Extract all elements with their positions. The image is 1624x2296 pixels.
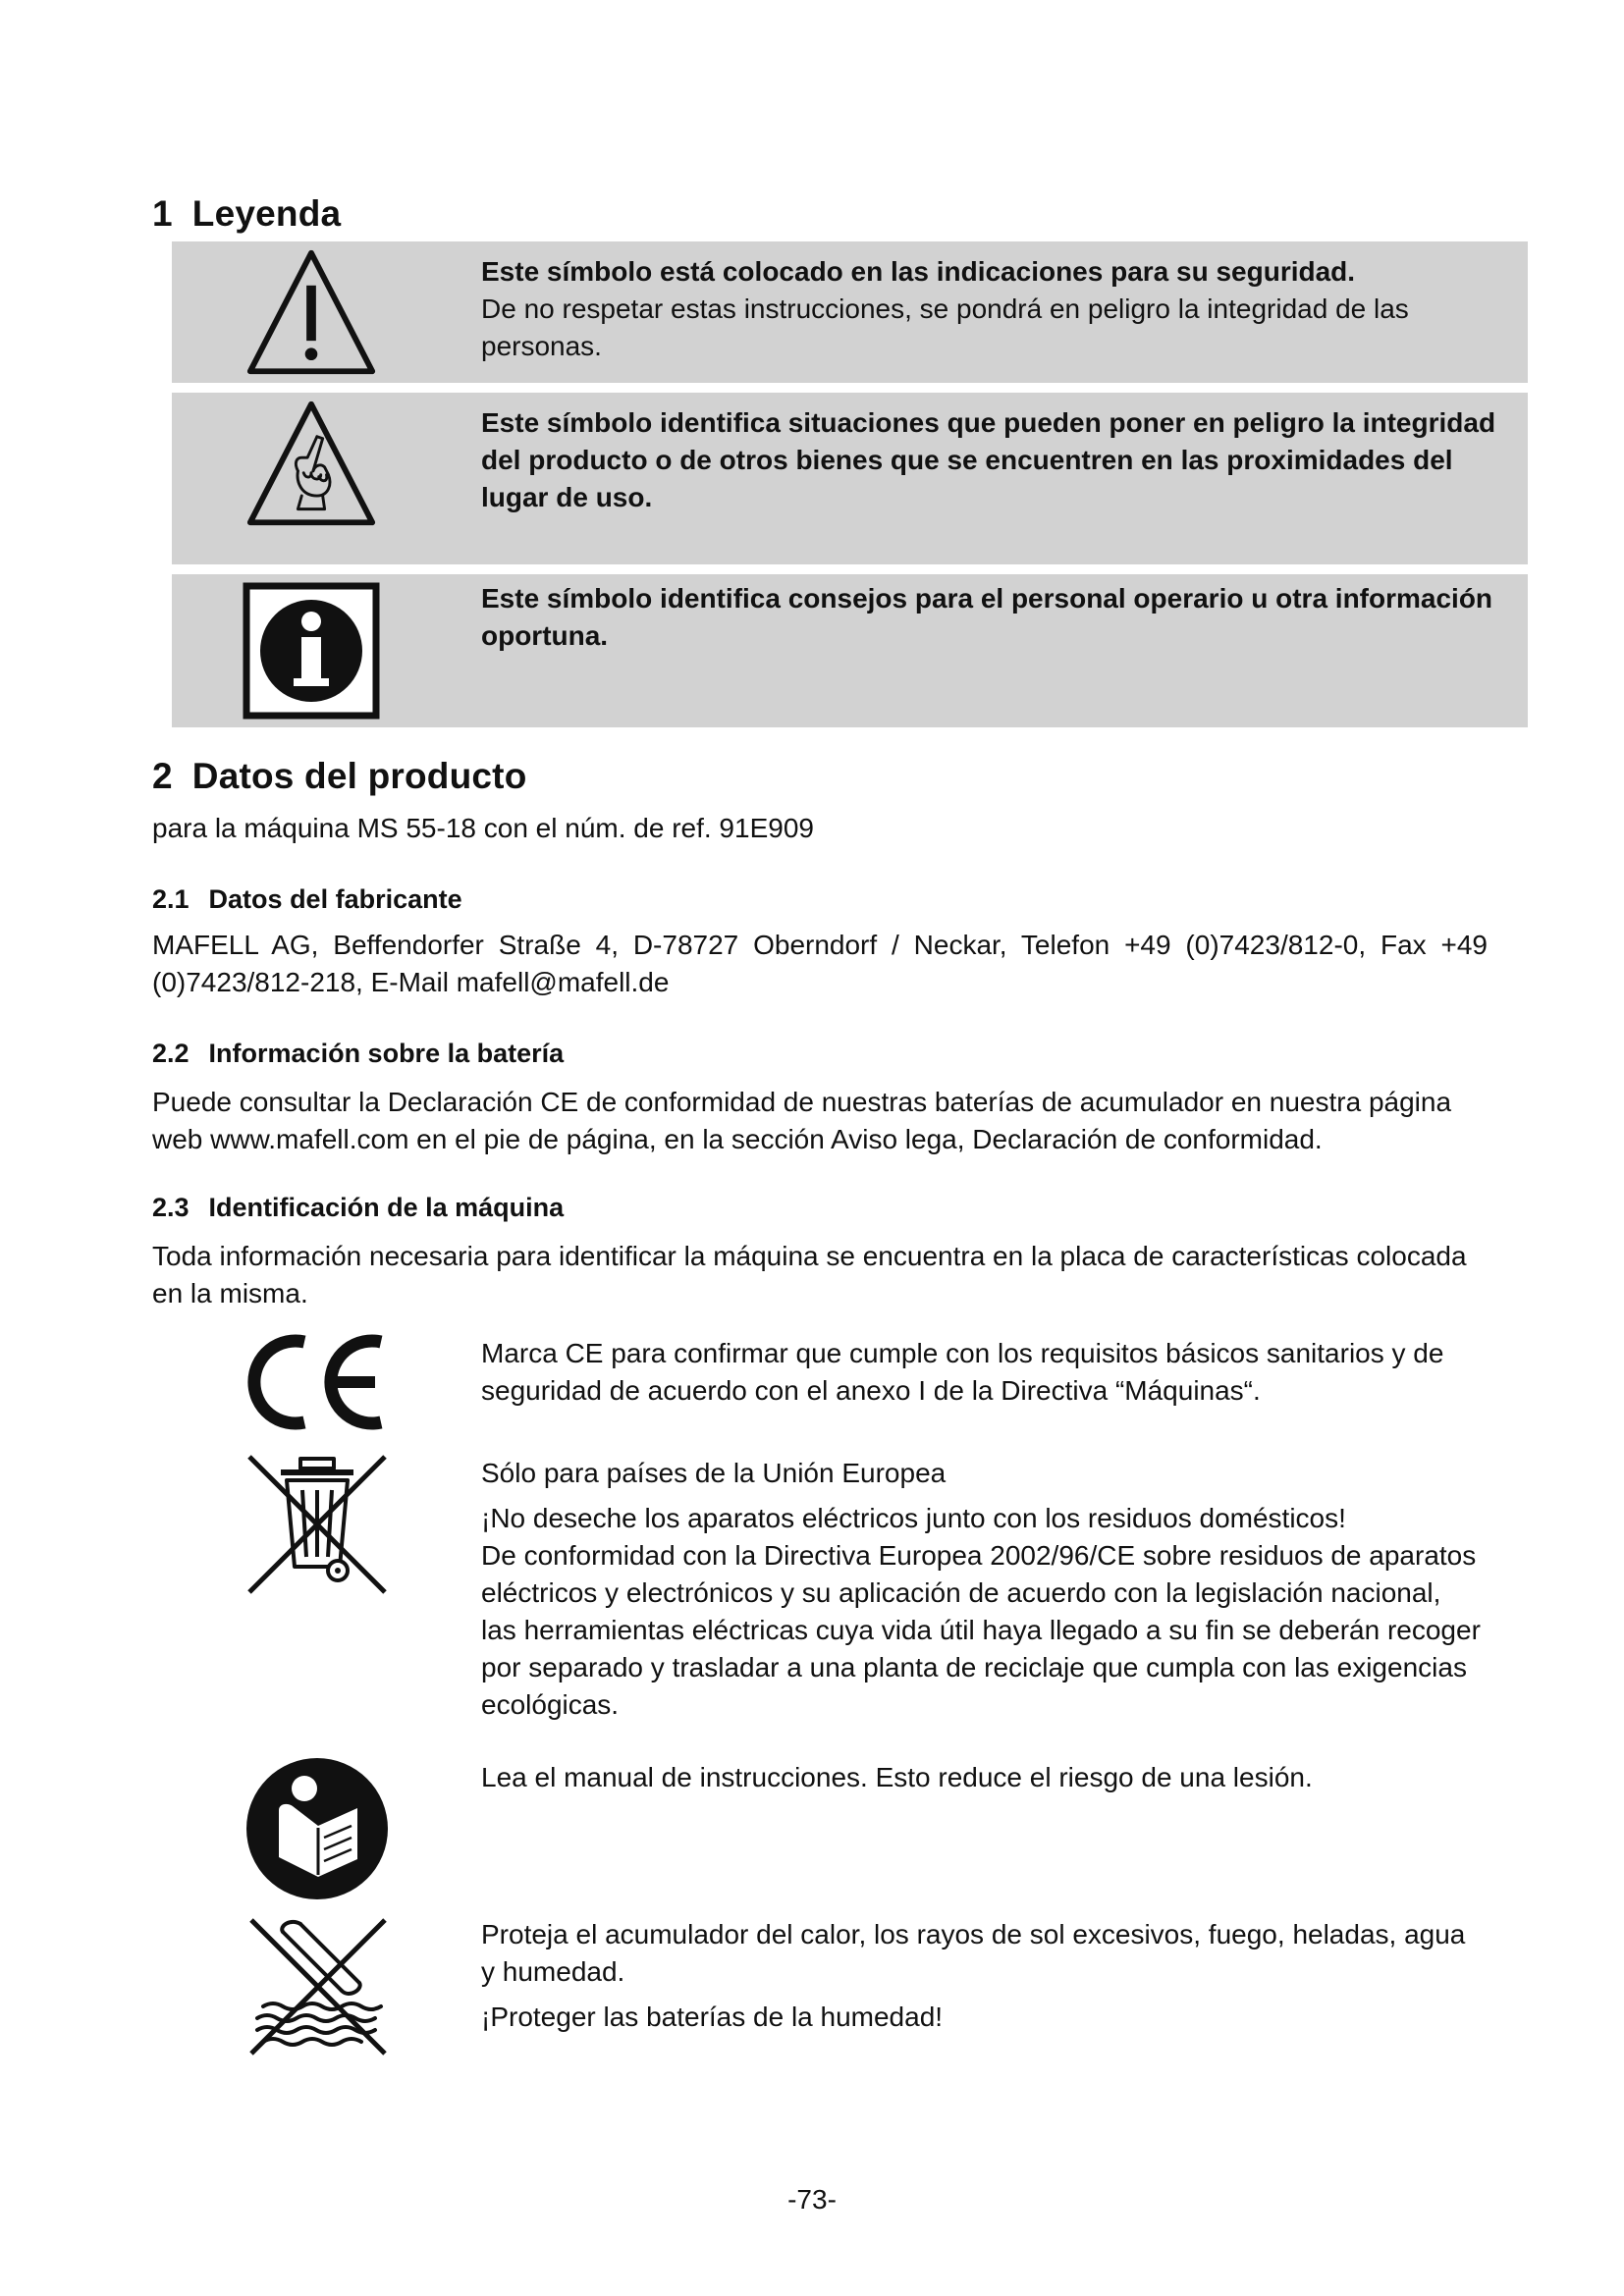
subsection-2-2-heading — [152, 1039, 564, 1069]
machine-identification-text: Toda información necesaria para identificar la máquina se encuentra en la placa de características colocada en la misma. — [152, 1241, 1467, 1308]
weee-text-block — [481, 1455, 1483, 1724]
legend-row-safety-text — [481, 253, 1507, 365]
section-2-title: Datos del producto — [191, 756, 527, 796]
crossed-bin-icon — [244, 1451, 391, 1598]
subsection-2-1-number: 2.1 — [152, 884, 189, 914]
legend-row-info-bold: Este símbolo identifica consejos para el personal operario u otra información oportuna. — [481, 583, 1493, 651]
weee-line-3: De conformidad con la Directiva Europea 2002/96/CE sobre residuos de aparatos eléctricos y electrónicos y su aplicación de acuerdo con la legislación nacional, las herramientas eléctricas cuya vida útil haya llegado a su fin se deberán recoger por separado y trasladar a una planta de reciclaje que cumpla con las exigencias ecológicas. — [481, 1540, 1481, 1720]
subsection-2-1-heading — [152, 884, 462, 915]
section-2-number: 2 — [152, 756, 173, 796]
weee-line-1: Sólo para países de la Unión Europea — [481, 1458, 947, 1488]
battery-protect-line-2: ¡Proteger las baterías de la humedad! — [481, 2002, 944, 2032]
warning-triangle-icon — [243, 245, 380, 379]
legend-row-safety-bold: Este símbolo está colocado en las indicaciones para su seguridad. — [481, 256, 1356, 287]
ce-mark-icon — [244, 1327, 391, 1437]
protect-battery-from-water-icon — [244, 1912, 391, 2059]
section-1-heading — [152, 193, 341, 235]
weee-line-2: ¡No deseche los aparatos eléctricos junto con los residuos domésticos! — [481, 1503, 1346, 1533]
info-icon — [243, 582, 380, 720]
subsection-2-2-title: Información sobre la batería — [208, 1039, 565, 1068]
hand-warning-triangle-icon — [243, 397, 380, 530]
subsection-2-2-number: 2.2 — [152, 1039, 189, 1068]
section-1-title: Leyenda — [191, 193, 342, 234]
manual-text-block — [481, 1759, 1483, 1796]
legend-row-info-text — [481, 580, 1507, 655]
battery-protect-line-1: Proteja el acumulador del calor, los rayos de sol excesivos, fuego, heladas, agua y humedad. — [481, 1919, 1466, 1987]
battery-protect-text-block — [481, 1916, 1483, 2036]
legend-row-property-text — [481, 404, 1507, 516]
section-2-heading — [152, 756, 527, 797]
manufacturer-text: MAFELL AG, Beffendorfer Straße 4, D-78727 Oberndorf / Neckar, Telefon +49 (0)7423/812-0, Fax +49 (0)7423/812-218, E-Mail mafell@mafell.de — [152, 930, 1488, 997]
ce-text: Marca CE para confirmar que cumple con los requisitos básicos sanitarios y de seguridad de acuerdo con el anexo I de la Directiva “Máquinas“. — [481, 1338, 1444, 1406]
manual-text: Lea el manual de instrucciones. Esto reduce el riesgo de una lesión. — [481, 1762, 1313, 1792]
subsection-2-3-number: 2.3 — [152, 1193, 189, 1222]
legend-row-info — [172, 574, 1528, 727]
legend-row-safety-normal: De no respetar estas instrucciones, se pondrá en peligro la integridad de las personas. — [481, 294, 1409, 361]
legend-row-safety — [172, 241, 1528, 383]
subsection-2-1-title: Datos del fabricante — [208, 884, 462, 914]
ce-text-block — [481, 1335, 1483, 1410]
legend-row-property-bold: Este símbolo identifica situaciones que pueden poner en peligro la integridad del producto o de otros bienes que se encuentren en las proximidades del lugar de uso. — [481, 407, 1496, 512]
subsection-2-3-title: Identificación de la máquina — [208, 1193, 565, 1222]
read-manual-icon — [244, 1755, 391, 1902]
subsection-2-3-heading — [152, 1193, 564, 1223]
section-1-number: 1 — [152, 193, 173, 234]
page-number: -73- — [787, 2184, 837, 2215]
section-2-intro: para la máquina MS 55-18 con el núm. de ref. 91E909 — [152, 813, 814, 843]
legend-row-property — [172, 393, 1528, 564]
battery-info-text: Puede consultar la Declaración CE de conformidad de nuestras baterías de acumulador en nuestra página web www.mafell.com en el pie de página, en la sección Aviso lega, Declaración de conformidad. — [152, 1087, 1452, 1154]
